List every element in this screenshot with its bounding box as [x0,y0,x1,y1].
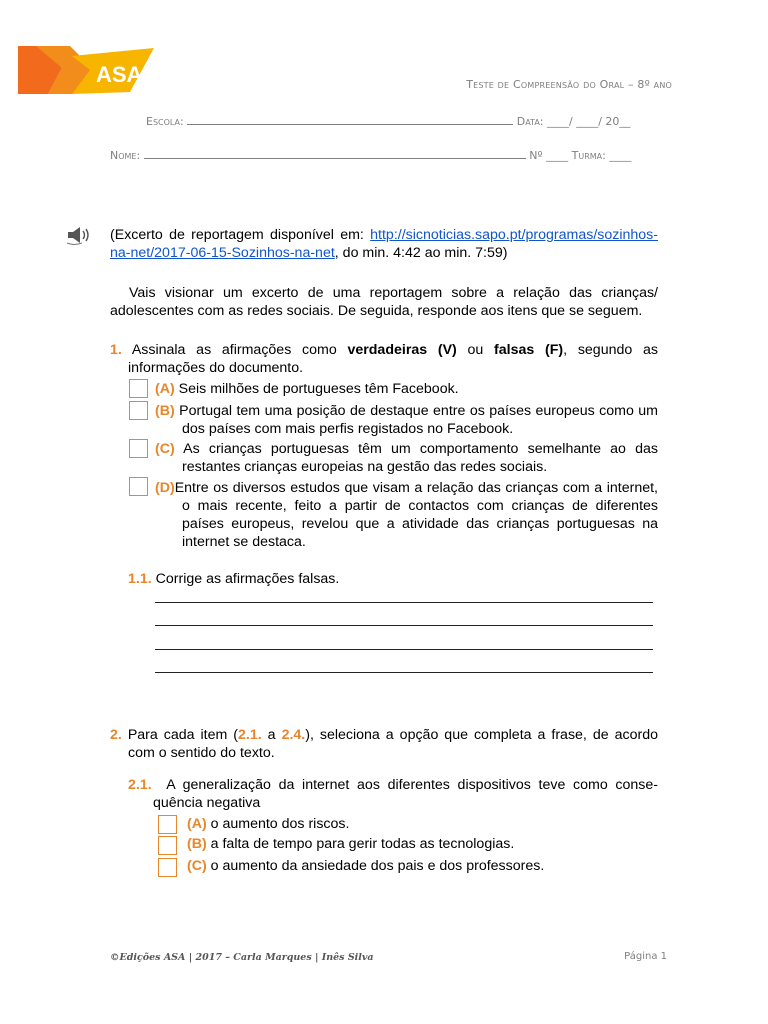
source-link-continued[interactable]: na-net/2017-06-15-Sozinhos-na-net [110,245,335,261]
name-label: Nome: [110,149,141,162]
source-prefix: (Excerto de reportagem disponível em: [110,227,371,243]
question-1-line-2: informações do documento. [128,360,304,376]
answer-line[interactable] [155,672,653,673]
answer-line[interactable] [155,602,653,603]
question-2 [110,726,658,762]
option-2-1c [187,857,544,875]
option-2-1b [187,835,514,853]
source-link[interactable]: http://sicnoticias.sapo.pt/programas/sozinhos- [370,227,658,243]
instructions [110,284,658,320]
page-number: Página 1 [624,951,667,962]
false-label: falsas (F) [494,342,564,358]
footer-copyright: ©Edições ASA | 2017 – Carla Marques | Inês Silva [110,952,374,963]
test-title: Teste de Compreensão do Oral – 8º ano [466,78,672,91]
question-2-1-text: A generalização da internet aos diferentes dispositivos teve como conse- [166,777,658,793]
question-2-text-mid: a [261,727,282,743]
question-1-1 [128,570,658,588]
question-2-line-2: com o sentido do texto. [128,745,275,761]
question-2-number: 2. [110,727,122,743]
audio-speaker-icon [66,224,94,246]
answer-line[interactable] [155,625,653,626]
question-2-text-end: ), seleciona a opção que completa a frase, de acordo [305,727,658,743]
school-date-line [146,113,630,128]
option-1d [155,479,658,551]
date-label: Data: [516,115,544,128]
option-text-cont: o mais recente, feito a partir de contactos com crianças de diferentes [182,498,658,514]
option-letter: (B) [155,403,175,419]
source-suffix: , do min. 4:42 ao min. 7:59) [334,245,508,261]
option-1a [155,380,658,398]
number-label: Nº [529,149,543,162]
checkbox-1c[interactable] [129,439,148,458]
school-field[interactable] [187,113,513,125]
asa-logo [18,42,158,94]
name-number-class-line [110,147,631,162]
item-ref-start: 2.1. [238,727,262,743]
question-1-1-number: 1.1. [128,571,152,587]
option-text: a falta de tempo para gerir todas as tecnologias. [210,836,515,852]
school-label: Escola: [146,115,184,128]
checkbox-2-1c[interactable] [158,858,177,877]
checkbox-2-1b[interactable] [158,836,177,855]
name-field[interactable] [144,147,526,159]
question-1 [110,341,658,377]
question-1-number: 1. [110,342,122,358]
option-1b [155,402,658,438]
class-label: Turma: [571,149,606,162]
option-text: o aumento da ansiedade dos pais e dos professores. [210,858,545,874]
option-text-cont: restantes crianças europeias na gestão das redes sociais. [182,459,548,475]
checkbox-1d[interactable] [129,477,148,496]
option-letter: (C) [155,441,175,457]
question-1-text: Assinala as afirmações como [131,342,348,358]
item-ref-end: 2.4. [281,727,306,743]
question-1-or: ou [456,342,495,358]
option-letter: (D) [155,480,175,496]
option-text: As crianças portuguesas têm um comportamento semelhante ao das [183,441,658,457]
true-label: verdadeiras (V) [347,342,457,358]
number-field[interactable]: ____ [546,149,569,162]
option-text-cont: dos países com mais perfis registados no Facebook. [182,421,514,437]
option-letter: (B) [187,836,207,852]
question-1-1-text: Corrige as afirmações falsas. [155,571,340,587]
instruction-line-2: adolescentes com as redes sociais. De seguida, responde aos itens que se seguem. [110,303,643,319]
option-text: Entre os diversos estudos que visam a relação das crianças com a internet, [174,480,658,496]
checkbox-1a[interactable] [129,379,148,398]
option-2-1a [187,815,349,833]
option-text: Seis milhões de portugueses têm Facebook. [178,381,459,397]
question-2-1-line-2: quência negativa [153,795,261,811]
question-2-1 [128,776,658,812]
option-letter: (A) [187,816,207,832]
option-text: o aumento dos riscos. [210,816,350,832]
date-field[interactable]: ____/ ____/ 20__ [547,115,631,128]
option-letter: (A) [155,381,175,397]
option-letter: (C) [187,858,207,874]
svg-text:ASA: ASA [96,62,143,87]
checkbox-1b[interactable] [129,401,148,420]
option-text: Portugal tem uma posição de destaque entre os países europeus como um [179,403,658,419]
checkbox-2-1a[interactable] [158,815,177,834]
question-1-text-end: , segundo as [563,342,658,358]
instruction-line-1: Vais visionar um excerto de uma reportagem sobre a relação das crianças/ [129,285,658,301]
option-text-cont: países europeus, revelou que a atividade das crianças portuguesas na [182,516,658,532]
answer-line[interactable] [155,649,653,650]
question-2-text: Para cada item ( [127,727,239,743]
source-reference [110,226,658,262]
option-1c [155,440,658,476]
class-field[interactable]: ____ [609,149,632,162]
option-text-cont: internet se destaca. [182,534,306,550]
question-2-1-number: 2.1. [128,777,152,793]
